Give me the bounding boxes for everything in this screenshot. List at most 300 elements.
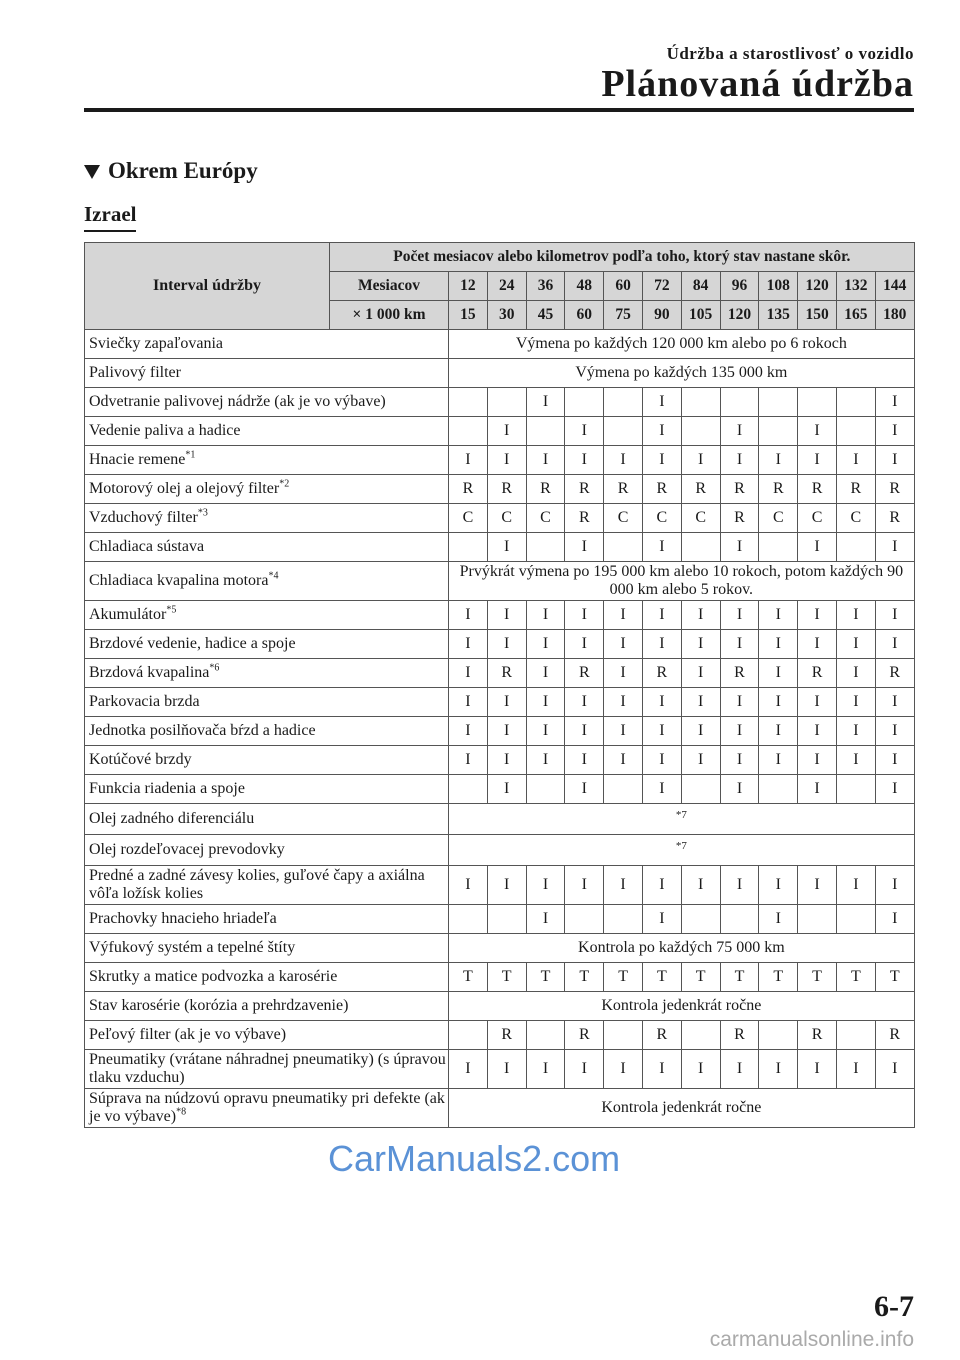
interval-cell: I bbox=[720, 533, 759, 562]
item-label: Predné a zadné závesy kolies, guľové čapy a axiálna vôľa ložísk kolies bbox=[89, 867, 425, 902]
item-name bbox=[85, 446, 449, 475]
interval-cell: T bbox=[681, 963, 720, 992]
km-cell: 135 bbox=[759, 301, 798, 330]
interval-cell: I bbox=[798, 746, 837, 775]
table-row bbox=[85, 330, 915, 359]
interval-cell bbox=[681, 533, 720, 562]
interval-cell bbox=[487, 905, 526, 934]
interval-cell: I bbox=[642, 446, 681, 475]
watermark: CarManuals2.com bbox=[328, 1138, 621, 1179]
item-name bbox=[85, 330, 449, 359]
item-name bbox=[85, 717, 449, 746]
item-name bbox=[85, 992, 449, 1021]
interval-cell: T bbox=[836, 963, 875, 992]
interval-cell: T bbox=[720, 963, 759, 992]
interval-cell: I bbox=[642, 417, 681, 446]
interval-cell: I bbox=[759, 746, 798, 775]
item-name bbox=[85, 835, 449, 866]
item-label: Kotúčové brzdy bbox=[89, 751, 192, 768]
interval-cell bbox=[449, 388, 488, 417]
interval-cell bbox=[798, 905, 837, 934]
maintenance-schedule-table bbox=[84, 242, 915, 1128]
interval-cell: I bbox=[875, 630, 914, 659]
interval-cell: R bbox=[720, 659, 759, 688]
interval-cell bbox=[836, 533, 875, 562]
interval-cell bbox=[526, 417, 565, 446]
interval-cell: T bbox=[759, 963, 798, 992]
interval-cell: I bbox=[642, 533, 681, 562]
interval-cell: T bbox=[449, 963, 488, 992]
interval-cell: I bbox=[798, 446, 837, 475]
table-row bbox=[85, 866, 915, 905]
interval-cell: I bbox=[681, 1050, 720, 1089]
interval-cell: R bbox=[836, 475, 875, 504]
month-cell: 132 bbox=[836, 272, 875, 301]
interval-cell: I bbox=[875, 388, 914, 417]
interval-cell: I bbox=[875, 717, 914, 746]
table-row bbox=[85, 659, 915, 688]
item-name bbox=[85, 905, 449, 934]
interval-cell: I bbox=[487, 533, 526, 562]
interval-note: Výmena po každých 135 000 km bbox=[449, 359, 915, 388]
km-cell: 60 bbox=[565, 301, 604, 330]
interval-cell bbox=[565, 905, 604, 934]
km-cell: 90 bbox=[642, 301, 681, 330]
item-label: Výfukový systém a tepelné štíty bbox=[89, 939, 296, 956]
interval-cell: I bbox=[836, 717, 875, 746]
interval-cell: I bbox=[875, 775, 914, 804]
table-row bbox=[85, 417, 915, 446]
interval-cell: I bbox=[604, 866, 643, 905]
interval-cell: I bbox=[836, 746, 875, 775]
page-title: Plánovaná údržba bbox=[601, 63, 914, 105]
table-row bbox=[85, 775, 915, 804]
item-label: Motorový olej a olejový filter bbox=[89, 480, 280, 497]
interval-cell: I bbox=[720, 446, 759, 475]
interval-cell: I bbox=[681, 659, 720, 688]
item-label: Skrutky a matice podvozka a karosérie bbox=[89, 968, 338, 985]
interval-cell: I bbox=[798, 866, 837, 905]
interval-cell: I bbox=[565, 446, 604, 475]
item-name bbox=[85, 417, 449, 446]
interval-cell: R bbox=[526, 475, 565, 504]
interval-cell: R bbox=[565, 659, 604, 688]
interval-cell: I bbox=[875, 688, 914, 717]
interval-cell: C bbox=[642, 504, 681, 533]
interval-cell: I bbox=[526, 905, 565, 934]
item-name bbox=[85, 963, 449, 992]
interval-cell bbox=[836, 1021, 875, 1050]
interval-cell: I bbox=[449, 659, 488, 688]
interval-cell: I bbox=[720, 717, 759, 746]
interval-cell: I bbox=[875, 866, 914, 905]
interval-cell: I bbox=[487, 775, 526, 804]
footnote-mark: *1 bbox=[185, 449, 196, 461]
table-row bbox=[85, 533, 915, 562]
interval-cell: I bbox=[798, 717, 837, 746]
footnote-ref: *7 bbox=[449, 835, 915, 866]
item-label: Vzduchový filter bbox=[89, 509, 198, 526]
month-cell: 12 bbox=[449, 272, 488, 301]
interval-cell: I bbox=[565, 688, 604, 717]
interval-cell: I bbox=[526, 446, 565, 475]
interval-cell: I bbox=[642, 601, 681, 630]
interval-cell: R bbox=[875, 504, 914, 533]
table-row bbox=[85, 835, 915, 866]
table-row bbox=[85, 562, 915, 601]
item-name bbox=[85, 775, 449, 804]
item-label: Stav karosérie (korózia a prehrdzavenie) bbox=[89, 997, 349, 1014]
interval-cell bbox=[604, 388, 643, 417]
interval-cell: R bbox=[720, 475, 759, 504]
table-row bbox=[85, 717, 915, 746]
interval-cell: I bbox=[642, 717, 681, 746]
item-label: Olej zadného diferenciálu bbox=[89, 810, 255, 827]
interval-cell: I bbox=[875, 417, 914, 446]
interval-cell: T bbox=[642, 963, 681, 992]
table-row bbox=[85, 934, 915, 963]
interval-cell: R bbox=[565, 1021, 604, 1050]
item-label: Palivový filter bbox=[89, 364, 181, 381]
interval-cell bbox=[836, 417, 875, 446]
interval-cell: I bbox=[565, 775, 604, 804]
table-row bbox=[85, 746, 915, 775]
month-cell: 24 bbox=[487, 272, 526, 301]
interval-note: Kontrola po každých 75 000 km bbox=[449, 934, 915, 963]
interval-cell bbox=[526, 1021, 565, 1050]
interval-cell: I bbox=[720, 688, 759, 717]
interval-cell: I bbox=[565, 746, 604, 775]
interval-cell: I bbox=[526, 630, 565, 659]
interval-cell bbox=[487, 388, 526, 417]
interval-note: Kontrola jedenkrát ročne bbox=[449, 992, 915, 1021]
interval-cell bbox=[759, 775, 798, 804]
interval-cell: I bbox=[565, 717, 604, 746]
item-label: Sviečky zapaľovania bbox=[89, 335, 223, 352]
interval-cell: I bbox=[642, 630, 681, 659]
interval-cell: I bbox=[487, 717, 526, 746]
interval-cell: I bbox=[565, 533, 604, 562]
interval-cell: C bbox=[759, 504, 798, 533]
interval-cell: I bbox=[875, 601, 914, 630]
interval-cell: I bbox=[720, 417, 759, 446]
interval-cell: I bbox=[720, 866, 759, 905]
interval-cell: I bbox=[681, 746, 720, 775]
item-name bbox=[85, 388, 449, 417]
month-cell: 60 bbox=[604, 272, 643, 301]
interval-cell: I bbox=[487, 688, 526, 717]
interval-cell bbox=[681, 388, 720, 417]
month-cell: 36 bbox=[526, 272, 565, 301]
interval-cell: I bbox=[759, 866, 798, 905]
item-label: Pneumatiky (vrátane náhradnej pneumatiky) (s úpravou tlaku vzduchu) bbox=[89, 1051, 446, 1086]
interval-cell: I bbox=[836, 601, 875, 630]
footnote-mark: *4 bbox=[268, 570, 279, 582]
interval-cell: I bbox=[836, 630, 875, 659]
interval-cell: R bbox=[642, 475, 681, 504]
item-label: Vedenie paliva a hadice bbox=[89, 422, 241, 439]
interval-cell: I bbox=[642, 775, 681, 804]
interval-cell: I bbox=[836, 446, 875, 475]
month-cell: 108 bbox=[759, 272, 798, 301]
footnote-mark: *6 bbox=[209, 662, 220, 674]
interval-cell bbox=[604, 533, 643, 562]
interval-cell: I bbox=[798, 533, 837, 562]
interval-cell: I bbox=[798, 688, 837, 717]
item-label: Hnacie remene bbox=[89, 451, 186, 468]
item-name bbox=[85, 934, 449, 963]
month-cell: 144 bbox=[875, 272, 914, 301]
item-name bbox=[85, 359, 449, 388]
interval-cell bbox=[526, 775, 565, 804]
item-name bbox=[85, 1021, 449, 1050]
interval-cell: I bbox=[836, 659, 875, 688]
interval-cell: I bbox=[759, 446, 798, 475]
interval-cell bbox=[836, 905, 875, 934]
interval-cell: I bbox=[526, 717, 565, 746]
interval-cell: I bbox=[604, 688, 643, 717]
table-row bbox=[85, 688, 915, 717]
item-label: Súprava na núdzovú opravu pneumatiky pri defekte (ak je vo výbave) bbox=[89, 1090, 445, 1125]
interval-cell: R bbox=[798, 659, 837, 688]
interval-cell: R bbox=[565, 475, 604, 504]
interval-cell bbox=[604, 417, 643, 446]
interval-cell: I bbox=[526, 688, 565, 717]
interval-cell: I bbox=[449, 866, 488, 905]
interval-cell: I bbox=[875, 905, 914, 934]
interval-cell bbox=[604, 1021, 643, 1050]
item-name bbox=[85, 630, 449, 659]
interval-cell: I bbox=[642, 388, 681, 417]
interval-cell: I bbox=[798, 775, 837, 804]
interval-cell: C bbox=[836, 504, 875, 533]
interval-note: Kontrola jedenkrát ročne bbox=[449, 1089, 915, 1128]
table-row bbox=[85, 475, 915, 504]
interval-cell: I bbox=[487, 630, 526, 659]
interval-cell: T bbox=[565, 963, 604, 992]
item-name bbox=[85, 659, 449, 688]
interval-cell: I bbox=[681, 601, 720, 630]
interval-cell bbox=[604, 905, 643, 934]
km-cell: 150 bbox=[798, 301, 837, 330]
month-cell: 96 bbox=[720, 272, 759, 301]
interval-cell: I bbox=[449, 746, 488, 775]
interval-cell bbox=[720, 905, 759, 934]
interval-cell: T bbox=[798, 963, 837, 992]
footnote-mark: *5 bbox=[166, 604, 177, 616]
interval-cell: I bbox=[681, 866, 720, 905]
interval-cell: I bbox=[798, 630, 837, 659]
interval-cell: R bbox=[487, 1021, 526, 1050]
interval-cell bbox=[449, 533, 488, 562]
interval-cell bbox=[759, 533, 798, 562]
interval-cell bbox=[759, 417, 798, 446]
interval-cell: I bbox=[449, 717, 488, 746]
month-cell: 72 bbox=[642, 272, 681, 301]
group-header: Počet mesiacov alebo kilometrov podľa toho, ktorý stav nastane skôr. bbox=[330, 243, 915, 272]
interval-cell: R bbox=[875, 475, 914, 504]
km-cell: 105 bbox=[681, 301, 720, 330]
table-row bbox=[85, 601, 915, 630]
interval-cell bbox=[798, 388, 837, 417]
interval-cell: I bbox=[565, 601, 604, 630]
interval-cell: I bbox=[681, 688, 720, 717]
interval-cell bbox=[836, 775, 875, 804]
footnote-mark: *8 bbox=[176, 1106, 187, 1118]
interval-cell: I bbox=[487, 446, 526, 475]
interval-cell: R bbox=[759, 475, 798, 504]
interval-cell: R bbox=[798, 475, 837, 504]
interval-cell: I bbox=[642, 905, 681, 934]
interval-cell: R bbox=[798, 1021, 837, 1050]
interval-cell: I bbox=[565, 630, 604, 659]
interval-cell: T bbox=[875, 963, 914, 992]
interval-cell: R bbox=[487, 475, 526, 504]
header-rule bbox=[84, 108, 914, 112]
interval-cell: R bbox=[565, 504, 604, 533]
table-row bbox=[85, 388, 915, 417]
interval-cell: I bbox=[526, 659, 565, 688]
interval-cell: I bbox=[604, 630, 643, 659]
table-row bbox=[85, 963, 915, 992]
item-label: Chladiaca kvapalina motora bbox=[89, 572, 269, 589]
km-cell: 15 bbox=[449, 301, 488, 330]
interval-cell: C bbox=[604, 504, 643, 533]
interval-cell bbox=[681, 775, 720, 804]
interval-cell: T bbox=[487, 963, 526, 992]
item-label: Olej rozdeľovacej prevodovky bbox=[89, 841, 285, 858]
section-title: Okrem Európy bbox=[108, 158, 258, 183]
interval-cell: I bbox=[720, 630, 759, 659]
item-name bbox=[85, 504, 449, 533]
interval-cell: I bbox=[836, 1050, 875, 1089]
interval-cell: I bbox=[759, 688, 798, 717]
item-label: Akumulátor bbox=[89, 606, 167, 623]
interval-cell: I bbox=[526, 388, 565, 417]
interval-cell bbox=[836, 388, 875, 417]
interval-cell: T bbox=[526, 963, 565, 992]
interval-cell bbox=[759, 388, 798, 417]
interval-cell: T bbox=[604, 963, 643, 992]
interval-cell: I bbox=[565, 1050, 604, 1089]
interval-cell: I bbox=[449, 1050, 488, 1089]
interval-cell: I bbox=[875, 533, 914, 562]
section-heading bbox=[84, 158, 258, 184]
interval-cell bbox=[565, 388, 604, 417]
interval-cell: I bbox=[449, 446, 488, 475]
interval-cell: I bbox=[681, 446, 720, 475]
km-cell: 165 bbox=[836, 301, 875, 330]
item-name bbox=[85, 1050, 449, 1089]
item-name bbox=[85, 1089, 449, 1128]
item-label: Chladiaca sústava bbox=[89, 538, 205, 555]
month-cell: 48 bbox=[565, 272, 604, 301]
table-row bbox=[85, 446, 915, 475]
interval-cell: I bbox=[604, 1050, 643, 1089]
subsection-title: Izrael bbox=[84, 202, 136, 232]
interval-cell: C bbox=[526, 504, 565, 533]
header-row bbox=[85, 243, 915, 272]
km-label: × 1 000 km bbox=[330, 301, 449, 330]
interval-cell: I bbox=[798, 601, 837, 630]
header-subtitle: Údržba a starostlivosť o vozidlo bbox=[666, 44, 914, 63]
interval-cell bbox=[681, 1021, 720, 1050]
interval-cell: I bbox=[681, 630, 720, 659]
footnote-mark: *2 bbox=[279, 478, 290, 490]
item-name bbox=[85, 562, 449, 601]
page-number: 6-7 bbox=[874, 1290, 914, 1323]
interval-cell: R bbox=[720, 1021, 759, 1050]
interval-cell: I bbox=[604, 601, 643, 630]
interval-cell bbox=[526, 533, 565, 562]
item-name bbox=[85, 688, 449, 717]
item-name bbox=[85, 475, 449, 504]
interval-cell bbox=[604, 775, 643, 804]
item-name bbox=[85, 601, 449, 630]
interval-cell: I bbox=[759, 1050, 798, 1089]
interval-cell: I bbox=[642, 688, 681, 717]
interval-cell: I bbox=[681, 717, 720, 746]
item-label: Peľový filter (ak je vo výbave) bbox=[89, 1026, 287, 1043]
interval-cell: I bbox=[487, 601, 526, 630]
item-name bbox=[85, 804, 449, 835]
item-label: Brzdová kvapalina bbox=[89, 664, 210, 681]
interval-cell: R bbox=[449, 475, 488, 504]
interval-cell bbox=[720, 388, 759, 417]
interval-cell: C bbox=[681, 504, 720, 533]
table-row bbox=[85, 1050, 915, 1089]
interval-cell bbox=[449, 905, 488, 934]
interval-cell: I bbox=[449, 601, 488, 630]
interval-cell: I bbox=[642, 866, 681, 905]
interval-cell: I bbox=[604, 446, 643, 475]
month-cell: 120 bbox=[798, 272, 837, 301]
km-cell: 75 bbox=[604, 301, 643, 330]
interval-cell: R bbox=[875, 659, 914, 688]
interval-cell: C bbox=[487, 504, 526, 533]
interval-cell bbox=[449, 417, 488, 446]
interval-cell: R bbox=[875, 1021, 914, 1050]
interval-cell: I bbox=[565, 417, 604, 446]
interval-cell: I bbox=[759, 659, 798, 688]
footnote-ref: *7 bbox=[449, 804, 915, 835]
interval-cell: I bbox=[526, 866, 565, 905]
interval-cell: I bbox=[604, 717, 643, 746]
item-label: Jednotka posilňovača bŕzd a hadice bbox=[89, 722, 316, 739]
interval-cell: I bbox=[642, 746, 681, 775]
footer-watermark: carmanualsonline.info bbox=[709, 1328, 914, 1351]
interval-cell: I bbox=[604, 659, 643, 688]
km-cell: 30 bbox=[487, 301, 526, 330]
interval-cell: I bbox=[526, 746, 565, 775]
table-row bbox=[85, 905, 915, 934]
km-cell: 120 bbox=[720, 301, 759, 330]
interval-cell bbox=[681, 417, 720, 446]
interval-cell: I bbox=[759, 601, 798, 630]
interval-cell: R bbox=[604, 475, 643, 504]
item-label: Brzdové vedenie, hadice a spoje bbox=[89, 635, 296, 652]
interval-note: Výmena po každých 120 000 km alebo po 6 rokoch bbox=[449, 330, 915, 359]
interval-cell: I bbox=[759, 717, 798, 746]
interval-cell: I bbox=[798, 1050, 837, 1089]
months-label: Mesiacov bbox=[330, 272, 449, 301]
item-label: Funkcia riadenia a spoje bbox=[89, 780, 245, 797]
interval-cell: R bbox=[720, 504, 759, 533]
interval-cell: I bbox=[875, 1050, 914, 1089]
interval-cell: I bbox=[487, 866, 526, 905]
interval-cell: I bbox=[487, 1050, 526, 1089]
interval-cell: I bbox=[798, 417, 837, 446]
